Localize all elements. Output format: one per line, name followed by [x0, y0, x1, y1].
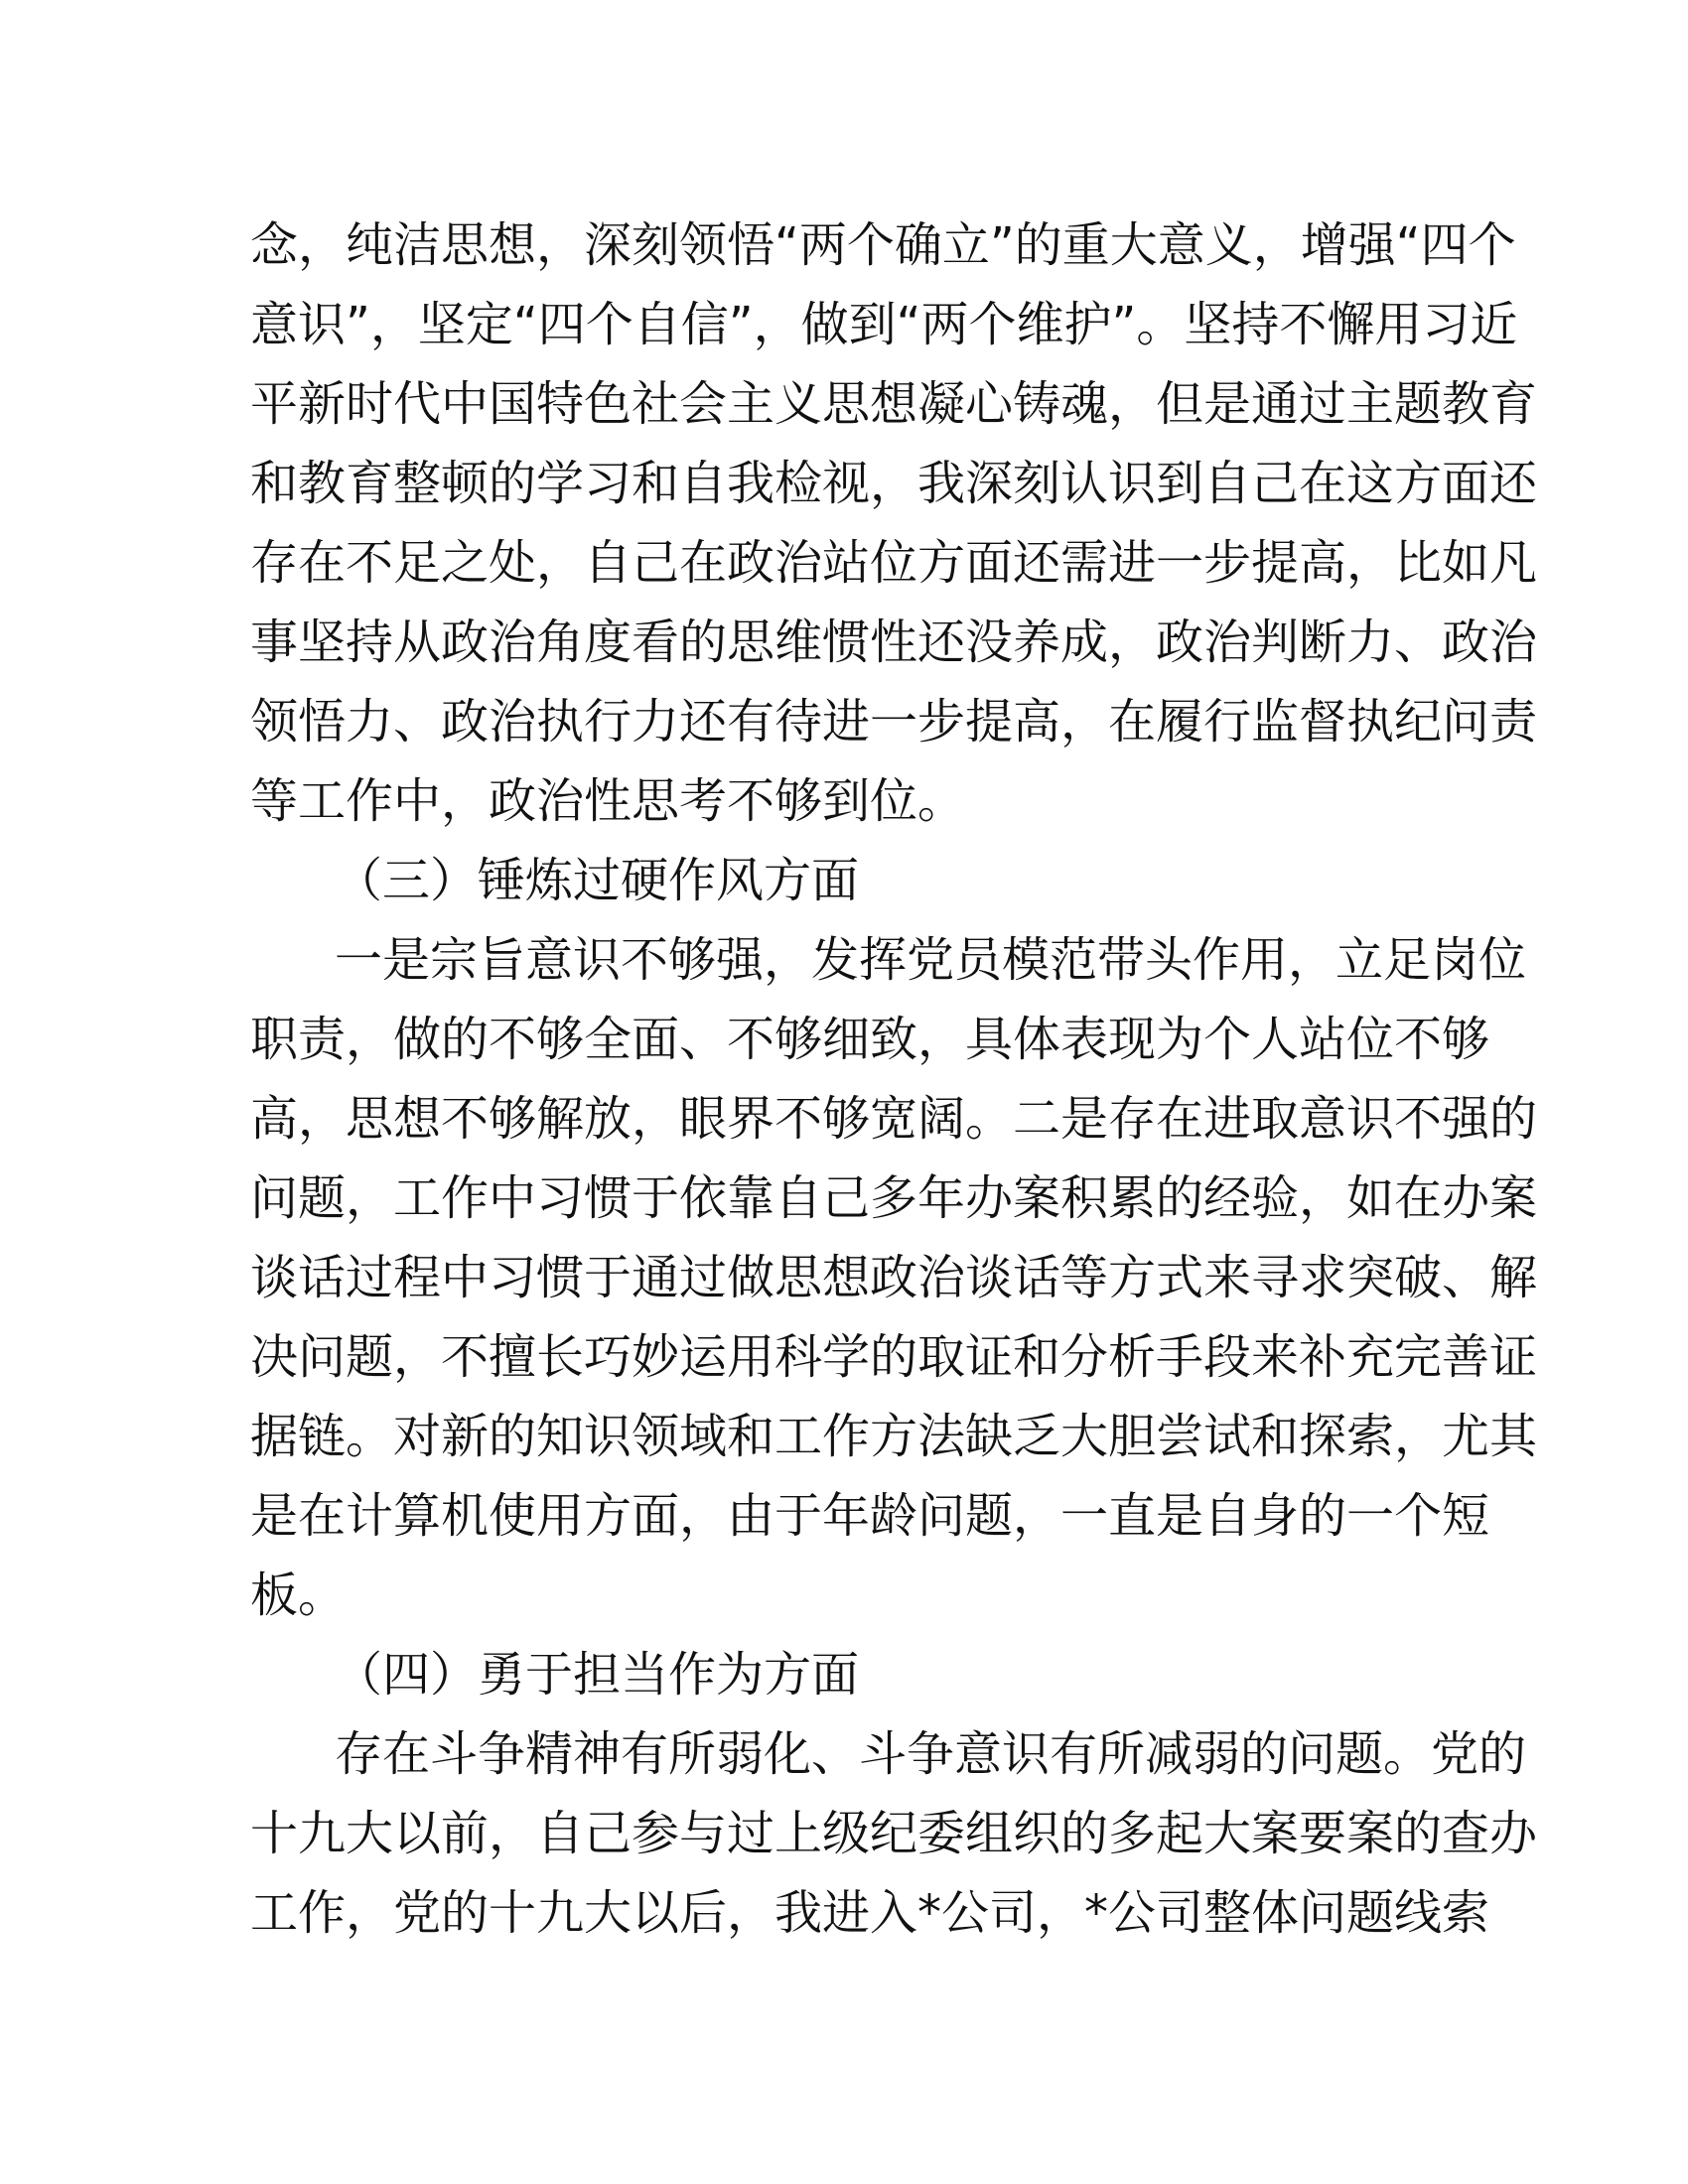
paragraph-line: 存在不足之处，自己在政治站位方面还需进一步提高，比如凡 — [250, 535, 1538, 591]
paragraph-line: 板。 — [250, 1568, 347, 1623]
paragraph-line: 念，纯洁思想，深刻领悟“两个确立”的重大意义，增强“四个 — [250, 217, 1516, 273]
paragraph-line: 和教育整顿的学习和自我检视，我深刻认识到自己在这方面还 — [250, 456, 1538, 511]
paragraph-line: 意识”，坚定“四个自信”，做到“两个维护”。坚持不懈用习近 — [250, 297, 1518, 352]
section-heading: （三）锤炼过硬作风方面 — [335, 853, 860, 908]
paragraph-line: 是在计算机使用方面，由于年龄问题，一直是自身的一个短 — [250, 1488, 1490, 1544]
paragraph-line: 十九大以前，自己参与过上级纪委组织的多起大案要案的查办 — [250, 1806, 1538, 1861]
paragraph-line: 职责，做的不够全面、不够细致，具体表现为个人站位不够 — [250, 1012, 1490, 1067]
paragraph-line: 等工作中，政治性思考不够到位。 — [250, 773, 966, 829]
paragraph-line: 存在斗争精神有所弱化、斗争意识有所减弱的问题。党的 — [335, 1726, 1527, 1782]
paragraph-line: 高，思想不够解放，眼界不够宽阔。二是存在进取意识不强的 — [250, 1091, 1538, 1147]
paragraph-line: 平新时代中国特色社会主义思想凝心铸魂，但是通过主题教育 — [250, 376, 1538, 432]
paragraph-line: 据链。对新的知识领域和工作方法缺乏大胆尝试和探索，尤其 — [250, 1409, 1538, 1464]
paragraph-line: 一是宗旨意识不够强，发挥党员模范带头作用，立足岗位 — [335, 932, 1527, 988]
paragraph-line: 工作，党的十九大以后，我进入*公司，*公司整体问题线索 — [250, 1885, 1490, 1941]
paragraph-line: 事坚持从政治角度看的思维惯性还没养成，政治判断力、政治 — [250, 614, 1538, 670]
paragraph-line: 问题，工作中习惯于依靠自己多年办案积累的经验，如在办案 — [250, 1170, 1538, 1226]
paragraph-line: 谈话过程中习惯于通过做思想政治谈话等方式来寻求突破、解 — [250, 1250, 1538, 1305]
section-heading: （四）勇于担当作为方面 — [335, 1647, 860, 1703]
paragraph-line: 领悟力、政治执行力还有待进一步提高，在履行监督执纪问责 — [250, 694, 1538, 750]
paragraph-line: 决问题，不擅长巧妙运用科学的取证和分析手段来补充完善证 — [250, 1329, 1538, 1385]
